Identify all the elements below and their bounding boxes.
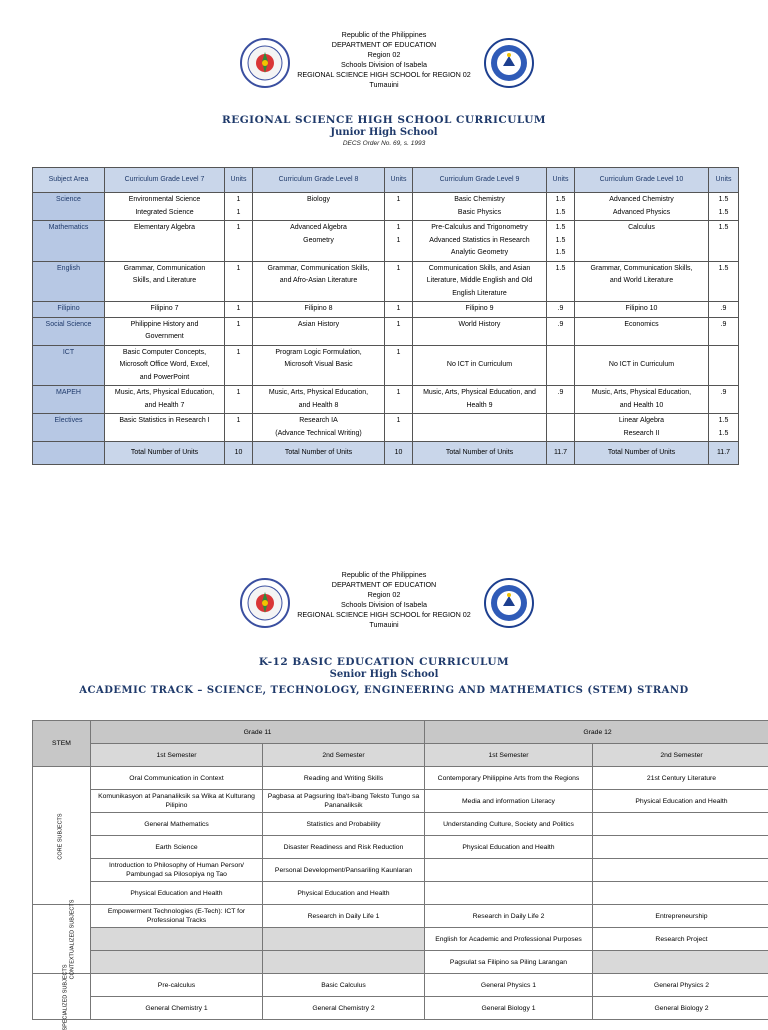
course-cell: Filipino 10 (575, 302, 709, 318)
subject-cell (425, 882, 593, 905)
subject-cell (425, 859, 593, 882)
grade-12-header: Grade 12 (425, 721, 768, 744)
subject-cell (593, 859, 768, 882)
course-cell: Advanced Algebra Geometry (253, 221, 385, 262)
units-cell (547, 345, 575, 386)
subject-cell: Pre-calculus (91, 974, 263, 997)
subject-cell: Contemporary Philippine Arts from the Regions (425, 767, 593, 790)
course-cell: Environmental Science Integrated Science (105, 193, 225, 221)
table-row (33, 974, 768, 997)
units-cell: 1 1 (225, 193, 253, 221)
subject-area-cell: Electives (33, 414, 105, 442)
jhs-order: DECS Order No. 69, s. 1993 (0, 139, 768, 148)
subject-cell: Introduction to Philosophy of Human Person/ Pambungad sa Pilosopiya ng Tao (91, 859, 263, 882)
town-line: Tumauini (0, 620, 768, 630)
subject-cell (593, 813, 768, 836)
subject-cell: Physical Education and Health (91, 882, 263, 905)
subject-cell: Reading and Writing Skills (263, 767, 425, 790)
shs-curriculum-table (32, 720, 768, 1020)
subject-cell: General Biology 1 (425, 997, 593, 1020)
table-row (33, 345, 739, 386)
division-line: Schools Division of Isabela (0, 600, 768, 610)
units-cell: 1 (385, 414, 413, 442)
shs-track: ACADEMIC TRACK – SCIENCE, TECHNOLOGY, ENGINEERING AND MATHEMATICS (STEM) STRAND (0, 684, 768, 697)
total-units-8: 10 (385, 442, 413, 465)
region-line: Region 02 (0, 50, 768, 60)
school-line: REGIONAL SCIENCE HIGH SCHOOL for REGION 02 (0, 70, 768, 80)
course-cell: Calculus (575, 221, 709, 262)
course-cell: Grammar, Communication Skills, and Literature (105, 261, 225, 302)
total-units-10: 11.7 (709, 442, 739, 465)
table-header-row (33, 168, 739, 193)
shs-title: K-12 BASIC EDUCATION CURRICULUM (0, 656, 768, 669)
course-cell: No ICT in Curriculum (413, 345, 547, 386)
letterhead-text (0, 30, 768, 90)
total-label: Total Number of Units (413, 442, 547, 465)
semester-header: 2nd Semester (263, 744, 425, 767)
subject-cell: Komunikasyon at Pananaliksik sa Wika at Kulturang Pilipino (91, 790, 263, 813)
course-cell: Basic Statistics in Research I (105, 414, 225, 442)
table-row (33, 317, 739, 345)
table-row (33, 790, 768, 813)
course-cell: Asian History (253, 317, 385, 345)
region-line: Region 02 (0, 590, 768, 600)
table-row (33, 951, 768, 974)
subject-cell: Personal Development/Pansariling Kaunlaran (263, 859, 425, 882)
column-header: Subject Area (33, 168, 105, 193)
course-cell: Music, Arts, Physical Education, and Health 10 (575, 386, 709, 414)
course-cell: Basic Chemistry Basic Physics (413, 193, 547, 221)
subject-area-cell: Social Science (33, 317, 105, 345)
table-row (33, 859, 768, 882)
subject-cell: Research in Daily Life 2 (425, 905, 593, 928)
subject-cell (593, 882, 768, 905)
subject-area-cell: MAPEH (33, 386, 105, 414)
units-cell: 1 (225, 261, 253, 302)
units-cell: .9 (547, 386, 575, 414)
course-cell: Philippine History and Government (105, 317, 225, 345)
course-cell: Music, Arts, Physical Education, and Health 7 (105, 386, 225, 414)
units-cell (547, 414, 575, 442)
units-cell: .9 (709, 302, 739, 318)
units-cell: 1.5 (547, 261, 575, 302)
course-cell: Research IA (Advance Technical Writing) (253, 414, 385, 442)
semester-header: 1st Semester (91, 744, 263, 767)
contextualized-subjects-label-cell (33, 905, 91, 974)
table-row (33, 302, 739, 318)
semester-header: 2nd Semester (593, 744, 768, 767)
subject-cell: Pagsulat sa Filipino sa Piling Larangan (425, 951, 593, 974)
table-row (33, 193, 739, 221)
subject-cell: General Physics 1 (425, 974, 593, 997)
specialized-subjects-label: SPECIALIZED SUBJECTS (62, 964, 71, 1030)
letterhead (0, 540, 768, 640)
table-row (33, 836, 768, 859)
course-cell: Basic Computer Concepts, Microsoft Office Word, Excel, and PowerPoint (105, 345, 225, 386)
subject-cell (593, 951, 768, 974)
subject-cell: Media and information Literacy (425, 790, 593, 813)
course-cell: Grammar, Communication Skills, and Afro-Asian Literature (253, 261, 385, 302)
units-cell (709, 345, 739, 386)
subject-cell: Disaster Readiness and Risk Reduction (263, 836, 425, 859)
shs-curriculum-page (0, 540, 768, 640)
subject-cell: Statistics and Probability (263, 813, 425, 836)
contextualized-subjects-label: CONTEXTUALIZED SUBJECTS (68, 900, 77, 980)
column-header: Curriculum Grade Level 10 (575, 168, 709, 193)
subject-cell: Entrepreneurship (593, 905, 768, 928)
units-cell: .9 (547, 302, 575, 318)
column-header: Units (225, 168, 253, 193)
subject-cell: English for Academic and Professional Purposes (425, 928, 593, 951)
table-row (33, 414, 739, 442)
units-cell: 1 (385, 345, 413, 386)
table-row (33, 928, 768, 951)
column-header: Units (385, 168, 413, 193)
total-units-7: 10 (225, 442, 253, 465)
course-cell: Music, Arts, Physical Education, and Health 9 (413, 386, 547, 414)
subject-cell (263, 951, 425, 974)
units-cell: 1 (385, 302, 413, 318)
table-row (33, 882, 768, 905)
subject-cell: Research in Daily Life 1 (263, 905, 425, 928)
units-cell: 1.5 1.5 1.5 (547, 221, 575, 262)
subject-area-cell: Filipino (33, 302, 105, 318)
stem-label: STEM (33, 721, 91, 767)
jhs-curriculum-page (0, 0, 768, 100)
subject-cell: General Chemistry 1 (91, 997, 263, 1020)
total-label: Total Number of Units (575, 442, 709, 465)
subject-cell: General Chemistry 2 (263, 997, 425, 1020)
units-cell: 1.5 (709, 261, 739, 302)
semester-row (33, 744, 768, 767)
course-cell: No ICT in Curriculum (575, 345, 709, 386)
units-cell: 1 (225, 414, 253, 442)
subject-cell: Basic Calculus (263, 974, 425, 997)
letterhead-text (0, 570, 768, 630)
course-cell: Pre-Calculus and Trigonometry Advanced Statistics in Research Analytic Geometry (413, 221, 547, 262)
units-cell: 1 (225, 302, 253, 318)
subject-cell: 21st Century Literature (593, 767, 768, 790)
specialized-subjects-label-cell (33, 974, 91, 1020)
subject-area-cell: English (33, 261, 105, 302)
table-row (33, 905, 768, 928)
units-cell: 1 (225, 317, 253, 345)
subject-area-cell: ICT (33, 345, 105, 386)
jhs-curriculum-table (32, 167, 739, 465)
department-line: DEPARTMENT OF EDUCATION (0, 580, 768, 590)
column-header: Units (709, 168, 739, 193)
subject-cell: Research Project (593, 928, 768, 951)
table-row (33, 386, 739, 414)
course-cell: Filipino 8 (253, 302, 385, 318)
course-cell: Advanced Chemistry Advanced Physics (575, 193, 709, 221)
table-row (33, 813, 768, 836)
units-cell: 1 (225, 221, 253, 262)
total-units-9: 11.7 (547, 442, 575, 465)
subject-cell: General Mathematics (91, 813, 263, 836)
units-cell: 1 (385, 193, 413, 221)
column-header: Curriculum Grade Level 8 (253, 168, 385, 193)
jhs-title: REGIONAL SCIENCE HIGH SCHOOL CURRICULUM (0, 114, 768, 127)
shs-subtitle: Senior High School (0, 669, 768, 681)
subject-cell: Physical Education and Health (263, 882, 425, 905)
subject-cell (91, 951, 263, 974)
department-line: DEPARTMENT OF EDUCATION (0, 40, 768, 50)
total-row (33, 442, 739, 465)
republic-line: Republic of the Philippines (0, 570, 768, 580)
subject-cell (263, 928, 425, 951)
table-row (33, 997, 768, 1020)
subject-area-cell: Mathematics (33, 221, 105, 262)
course-cell: Music, Arts, Physical Education, and Health 8 (253, 386, 385, 414)
course-cell: Biology (253, 193, 385, 221)
subject-cell: Understanding Culture, Society and Politics (425, 813, 593, 836)
column-header: Curriculum Grade Level 9 (413, 168, 547, 193)
units-cell: 1.5 1.5 (709, 414, 739, 442)
table-row (33, 767, 768, 790)
subject-area-cell: Science (33, 193, 105, 221)
subject-cell (593, 836, 768, 859)
subject-cell (91, 928, 263, 951)
course-cell: Elementary Algebra (105, 221, 225, 262)
grade-row (33, 721, 768, 744)
course-cell: Communication Skills, and Asian Literature, Middle English and Old English Literature (413, 261, 547, 302)
units-cell: 1 (385, 386, 413, 414)
table-row (33, 261, 739, 302)
total-label: Total Number of Units (105, 442, 225, 465)
division-line: Schools Division of Isabela (0, 60, 768, 70)
subject-cell: Pagbasa at Pagsuring Iba't-ibang Teksto Tungo sa Pananaliksik (263, 790, 425, 813)
table-row (33, 221, 739, 262)
units-cell: 1.5 1.5 (709, 193, 739, 221)
subject-cell: Earth Science (91, 836, 263, 859)
semester-header: 1st Semester (425, 744, 593, 767)
units-cell: 1.5 (709, 221, 739, 262)
units-cell: 1.5 1.5 (547, 193, 575, 221)
town-line: Tumauini (0, 80, 768, 90)
course-cell: Grammar, Communication Skills, and World Literature (575, 261, 709, 302)
republic-line: Republic of the Philippines (0, 30, 768, 40)
units-cell: 1 (225, 386, 253, 414)
subject-cell: Empowerment Technologies (E-Tech): ICT for Professional Tracks (91, 905, 263, 928)
units-cell: .9 (547, 317, 575, 345)
course-cell: Filipino 9 (413, 302, 547, 318)
letterhead (0, 0, 768, 100)
column-header: Curriculum Grade Level 7 (105, 168, 225, 193)
course-cell (413, 414, 547, 442)
units-cell: .9 (709, 386, 739, 414)
column-header: Units (547, 168, 575, 193)
grade-11-header: Grade 11 (91, 721, 425, 744)
jhs-subtitle: Junior High School (0, 127, 768, 139)
units-cell: 1 (385, 317, 413, 345)
subject-cell: General Physics 2 (593, 974, 768, 997)
total-label: Total Number of Units (253, 442, 385, 465)
units-cell: 1 (225, 345, 253, 386)
units-cell: 1 1 (385, 221, 413, 262)
subject-cell: Oral Communication in Context (91, 767, 263, 790)
core-subjects-label: CORE SUBJECTS (57, 813, 66, 859)
total-blank-cell (33, 442, 105, 465)
course-cell: Program Logic Formulation, Microsoft Visual Basic (253, 345, 385, 386)
course-cell: Economics (575, 317, 709, 345)
course-cell: Linear Algebra Research II (575, 414, 709, 442)
units-cell: 1 (385, 261, 413, 302)
core-subjects-label-cell (33, 767, 91, 905)
subject-cell: Physical Education and Health (593, 790, 768, 813)
subject-cell: Physical Education and Health (425, 836, 593, 859)
school-line: REGIONAL SCIENCE HIGH SCHOOL for REGION 02 (0, 610, 768, 620)
course-cell: World History (413, 317, 547, 345)
units-cell: .9 (709, 317, 739, 345)
subject-cell: General Biology 2 (593, 997, 768, 1020)
course-cell: Filipino 7 (105, 302, 225, 318)
